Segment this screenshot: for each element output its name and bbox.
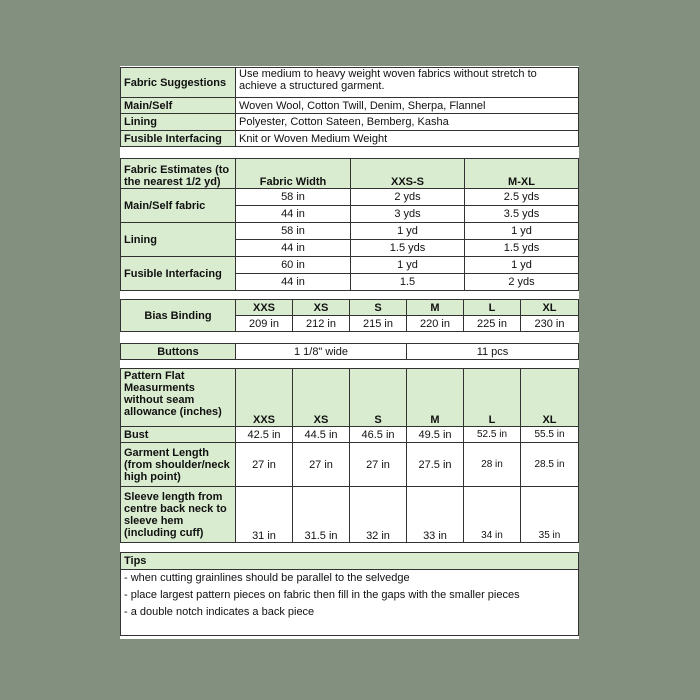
bust-label: Bust — [121, 427, 236, 443]
garment-length-value: 28 in — [464, 443, 521, 487]
bias-size-header: XXS — [236, 300, 293, 316]
measurements-size-header: XXS — [236, 369, 293, 427]
bias-binding-label: Bias Binding — [121, 300, 236, 332]
sleeve-length-value: 32 in — [350, 487, 407, 543]
bust-value: 52.5 in — [464, 427, 521, 443]
bias-value: 209 in — [236, 316, 293, 332]
estimates-cell: 2.5 yds — [465, 189, 579, 206]
bias-size-header: L — [464, 300, 521, 316]
sleeve-length-label: Sleeve length from centre back neck to sleeve hem (including cuff) — [121, 487, 236, 543]
estimates-cell: 1 yd — [465, 223, 579, 240]
measurements-title: Pattern Flat Measurments without seam allowance (inches) — [121, 369, 236, 427]
bust-value: 55.5 in — [521, 427, 579, 443]
bias-binding-table — [120, 299, 579, 332]
bust-value: 44.5 in — [293, 427, 350, 443]
estimates-cell: 44 in — [236, 240, 351, 257]
fabric-suggestions-value: Use medium to heavy weight woven fabrics without stretch to achieve a structured garment. — [236, 68, 579, 98]
bias-value: 220 in — [407, 316, 464, 332]
estimates-cell: 1.5 yds — [465, 240, 579, 257]
garment-length-value: 28.5 in — [521, 443, 579, 487]
measurements-size-header: S — [350, 369, 407, 427]
sleeve-length-value: 31.5 in — [293, 487, 350, 543]
sleeve-length-value: 31 in — [236, 487, 293, 543]
garment-length-value: 27 in — [350, 443, 407, 487]
tips-body — [121, 570, 579, 636]
estimates-header-width: Fabric Width — [236, 159, 351, 189]
estimates-cell: 1.5 yds — [351, 240, 465, 257]
garment-length-value: 27 in — [236, 443, 293, 487]
sleeve-length-value: 33 in — [407, 487, 464, 543]
bias-size-header: M — [407, 300, 464, 316]
sleeve-length-value: 35 in — [521, 487, 579, 543]
estimates-cell: 3.5 yds — [465, 206, 579, 223]
garment-length-value: 27.5 in — [407, 443, 464, 487]
buttons-label: Buttons — [121, 344, 236, 360]
bias-value: 225 in — [464, 316, 521, 332]
sleeve-length-value: 34 in — [464, 487, 521, 543]
estimates-cell: 44 in — [236, 274, 351, 291]
estimates-cell: 58 in — [236, 223, 351, 240]
estimates-cell: 1 yd — [351, 223, 465, 240]
bias-size-header: S — [350, 300, 407, 316]
measurements-size-header: M — [407, 369, 464, 427]
fabric-suggestions-table — [120, 67, 579, 147]
fusible-interfacing-value: Knit or Woven Medium Weight — [236, 131, 579, 147]
estimates-cell: 2 yds — [465, 274, 579, 291]
measurements-size-header: L — [464, 369, 521, 427]
estimates-cell: 1 yd — [351, 257, 465, 274]
bust-value: 46.5 in — [350, 427, 407, 443]
estimates-cell: 1.5 — [351, 274, 465, 291]
fabric-estimates-title: Fabric Estimates (to the nearest 1/2 yd) — [121, 159, 236, 189]
tips-table — [120, 552, 579, 636]
bias-size-header: XS — [293, 300, 350, 316]
estimates-main-self-label: Main/Self fabric — [121, 189, 236, 223]
lining-value: Polyester, Cotton Sateen, Bemberg, Kasha — [236, 114, 579, 131]
main-self-value: Woven Wool, Cotton Twill, Denim, Sherpa, Flannel — [236, 98, 579, 114]
tips-title: Tips — [121, 553, 579, 570]
tip-item: - a double notch indicates a back piece — [124, 606, 315, 618]
buttons-size: 1 1/8" wide — [236, 344, 407, 360]
estimates-cell: 44 in — [236, 206, 351, 223]
estimates-cell: 2 yds — [351, 189, 465, 206]
measurements-size-header: XL — [521, 369, 579, 427]
fusible-interfacing-label: Fusible Interfacing — [121, 131, 236, 147]
size-chart-sheet — [120, 66, 579, 639]
bias-value: 230 in — [521, 316, 579, 332]
estimates-fusible-label: Fusible Interfacing — [121, 257, 236, 291]
bust-value: 42.5 in — [236, 427, 293, 443]
garment-length-label: Garment Length (from shoulder/neck high point) — [121, 443, 236, 487]
main-self-label: Main/Self — [121, 98, 236, 114]
garment-length-value: 27 in — [293, 443, 350, 487]
measurements-size-header: XS — [293, 369, 350, 427]
estimates-header-m-xl: M-XL — [465, 159, 579, 189]
fabric-estimates-table — [120, 158, 579, 291]
fabric-suggestions-label: Fabric Suggestions — [121, 68, 236, 98]
estimates-cell: 1 yd — [465, 257, 579, 274]
tip-item: - place largest pattern pieces on fabric then fill in the gaps with the smaller pieces — [124, 589, 520, 601]
bust-value: 49.5 in — [407, 427, 464, 443]
estimates-lining-label: Lining — [121, 223, 236, 257]
estimates-header-xxs-s: XXS-S — [351, 159, 465, 189]
measurements-table — [120, 368, 579, 543]
estimates-cell: 3 yds — [351, 206, 465, 223]
estimates-cell: 60 in — [236, 257, 351, 274]
estimates-cell: 58 in — [236, 189, 351, 206]
buttons-table — [120, 343, 579, 360]
buttons-count: 11 pcs — [407, 344, 579, 360]
bias-value: 212 in — [293, 316, 350, 332]
tip-item: - when cutting grainlines should be parallel to the selvedge — [124, 572, 410, 584]
bias-size-header: XL — [521, 300, 579, 316]
bias-value: 215 in — [350, 316, 407, 332]
lining-label: Lining — [121, 114, 236, 131]
